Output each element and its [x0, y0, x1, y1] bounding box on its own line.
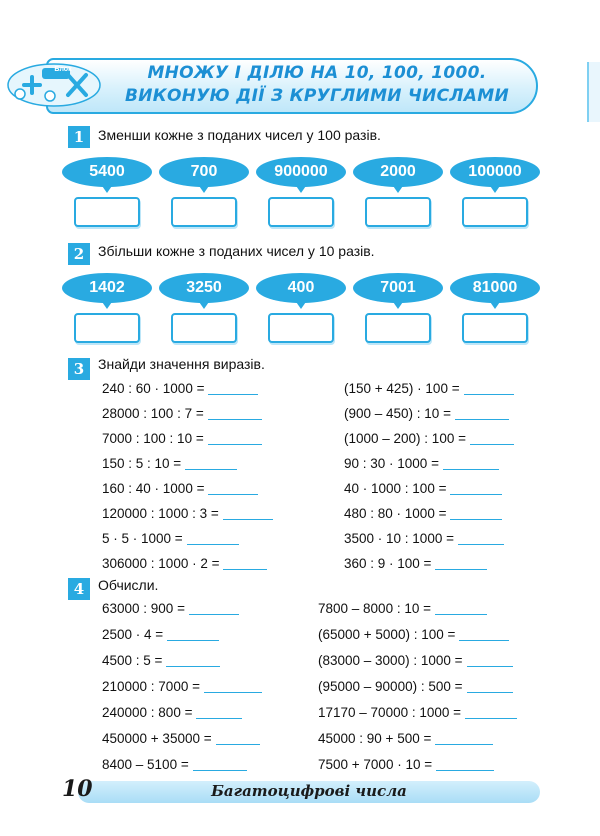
expression — [318, 598, 487, 616]
bubble-tail — [488, 183, 502, 193]
expression-text: 8400 – 5100 = — [102, 757, 189, 772]
expression-text: 7000 : 100 : 10 = — [102, 431, 204, 446]
expression — [102, 378, 258, 396]
answer-line[interactable] — [459, 640, 509, 641]
expression-text: 28000 : 100 : 7 = — [102, 406, 204, 421]
bubble-tail — [294, 183, 308, 193]
answer-line[interactable] — [187, 544, 239, 545]
expression — [344, 428, 514, 446]
next-page-edge — [587, 62, 600, 122]
expression — [102, 676, 262, 694]
task-2-number: 2 — [68, 243, 90, 265]
answer-line[interactable] — [223, 519, 273, 520]
bubble-tail — [197, 183, 211, 193]
expression-text: (83000 – 3000) : 1000 = — [318, 653, 463, 668]
number-bubble: 1402 — [62, 273, 152, 303]
task-4-number: 4 — [68, 578, 90, 600]
task-1-item — [450, 157, 544, 239]
answer-line[interactable] — [458, 544, 504, 545]
topic-banner — [6, 58, 538, 116]
answer-box[interactable] — [365, 313, 431, 343]
task-2-bubbles — [62, 273, 542, 363]
number-bubble: 7001 — [353, 273, 443, 303]
expression-text: 5 · 5 · 1000 = — [102, 531, 183, 546]
expression-text: 240000 : 800 = — [102, 705, 193, 720]
expression — [344, 553, 487, 571]
answer-line[interactable] — [185, 469, 237, 470]
expression-text: 4500 : 5 = — [102, 653, 163, 668]
answer-line[interactable] — [436, 770, 494, 771]
answer-line[interactable] — [467, 692, 513, 693]
task-1-item — [159, 157, 253, 239]
answer-line[interactable] — [193, 770, 247, 771]
page-number: 10 — [62, 776, 93, 802]
task-2-item — [159, 273, 253, 355]
bubble-tail — [488, 299, 502, 309]
expression-text: 210000 : 7000 = — [102, 679, 200, 694]
bubble-tail — [197, 299, 211, 309]
answer-line[interactable] — [167, 640, 219, 641]
answer-line[interactable] — [443, 469, 499, 470]
expression-text: 306000 : 1000 · 2 = — [102, 556, 220, 571]
title-line-1: МНОЖУ І ДІЛЮ НА 10, 100, 1000. — [147, 63, 487, 83]
answer-line[interactable] — [208, 394, 258, 395]
answer-line[interactable] — [470, 444, 514, 445]
expression — [344, 478, 502, 496]
expression — [318, 650, 513, 668]
expression-text: 3500 · 10 : 1000 = — [344, 531, 454, 546]
expression — [102, 503, 273, 521]
expression-text: (65000 + 5000) : 100 = — [318, 627, 456, 642]
task-2-item — [256, 273, 350, 355]
task-1-item — [353, 157, 447, 239]
expression — [318, 676, 513, 694]
task-2-item — [353, 273, 447, 355]
bubble-tail — [391, 183, 405, 193]
expression-text: (900 – 450) : 10 = — [344, 406, 451, 421]
expression — [344, 453, 499, 471]
task-3-instruction: Знайди значення виразів. — [98, 356, 265, 372]
number-bubble: 700 — [159, 157, 249, 187]
expression — [102, 702, 242, 720]
bubble-tail — [294, 299, 308, 309]
answer-line[interactable] — [223, 569, 267, 570]
answer-box[interactable] — [365, 197, 431, 227]
expression-text: 450000 + 35000 = — [102, 731, 212, 746]
task-1-item — [256, 157, 350, 239]
title-line-2: ВИКОНУЮ ДІЇ З КРУГЛИМИ ЧИСЛАМИ — [124, 86, 509, 106]
answer-line[interactable] — [166, 666, 220, 667]
expression — [102, 453, 237, 471]
expression-text: 240 : 60 · 1000 = — [102, 381, 205, 396]
expression-text: (1000 – 200) : 100 = — [344, 431, 466, 446]
page-footer — [60, 778, 544, 806]
expression — [344, 528, 504, 546]
expression — [102, 403, 262, 421]
expression-text: 63000 : 900 = — [102, 601, 185, 616]
answer-line[interactable] — [196, 718, 242, 719]
expression-text: 160 : 40 · 1000 = — [102, 481, 205, 496]
answer-line[interactable] — [216, 744, 260, 745]
number-bubble: 900000 — [256, 157, 346, 187]
answer-box[interactable] — [268, 313, 334, 343]
number-bubble: 5400 — [62, 157, 152, 187]
answer-box[interactable] — [268, 197, 334, 227]
bubble-tail — [100, 183, 114, 193]
task-1-number: 1 — [68, 126, 90, 148]
expression — [344, 378, 514, 396]
expression — [344, 403, 509, 421]
task-2-item — [62, 273, 156, 355]
number-bubble: 2000 — [353, 157, 443, 187]
expression-text: 480 : 80 · 1000 = — [344, 506, 447, 521]
expression-text: 90 : 30 · 1000 = — [344, 456, 439, 471]
answer-line[interactable] — [450, 519, 502, 520]
answer-box[interactable] — [74, 197, 140, 227]
expression-text: (95000 – 90000) : 500 = — [318, 679, 463, 694]
expression — [102, 553, 267, 571]
expression — [102, 624, 219, 642]
page-title — [102, 62, 532, 108]
answer-line[interactable] — [435, 614, 487, 615]
task-4-instruction: Обчисли. — [98, 577, 159, 593]
expression — [102, 428, 262, 446]
number-bubble: 81000 — [450, 273, 540, 303]
answer-line[interactable] — [208, 444, 262, 445]
expression-text: 360 : 9 · 100 = — [344, 556, 432, 571]
section-title: Багатоцифрові числа — [211, 782, 407, 800]
answer-line[interactable] — [464, 394, 514, 395]
number-bubble: 3250 — [159, 273, 249, 303]
expression — [102, 528, 239, 546]
answer-box[interactable] — [171, 197, 237, 227]
answer-box[interactable] — [462, 313, 528, 343]
answer-line[interactable] — [450, 494, 502, 495]
expression-text: 7500 + 7000 · 10 = — [318, 757, 433, 772]
answer-line[interactable] — [435, 569, 487, 570]
answer-line[interactable] — [189, 614, 239, 615]
expression-text: (150 + 425) · 100 = — [344, 381, 460, 396]
expression — [318, 702, 517, 720]
expression-text: 7800 – 8000 : 10 = — [318, 601, 431, 616]
answer-line[interactable] — [467, 666, 513, 667]
answer-line[interactable] — [435, 744, 493, 745]
task-2-item — [450, 273, 544, 355]
banner-logo-text: Блок — [54, 66, 72, 73]
expression — [102, 478, 258, 496]
expression-text: 150 : 5 : 10 = — [102, 456, 182, 471]
expression-text: 17170 – 70000 : 1000 = — [318, 705, 462, 720]
answer-line[interactable] — [204, 692, 262, 693]
task-1-instruction: Зменши кожне з поданих чисел у 100 разів. — [98, 127, 381, 143]
number-bubble: 100000 — [450, 157, 540, 187]
expression — [102, 754, 247, 772]
answer-box[interactable] — [462, 197, 528, 227]
expression — [344, 503, 502, 521]
task-3-number: 3 — [68, 358, 90, 380]
task-1-bubbles — [62, 157, 542, 247]
answer-box[interactable] — [74, 313, 140, 343]
expression — [102, 650, 220, 668]
number-bubble: 400 — [256, 273, 346, 303]
expression-text: 2500 · 4 = — [102, 627, 164, 642]
expression — [318, 754, 494, 772]
expression — [102, 728, 260, 746]
answer-line[interactable] — [465, 718, 517, 719]
bubble-tail — [100, 299, 114, 309]
task-1-item — [62, 157, 156, 239]
expression — [102, 598, 239, 616]
answer-box[interactable] — [171, 313, 237, 343]
answer-line[interactable] — [208, 419, 262, 420]
bubble-tail — [391, 299, 405, 309]
expression — [318, 624, 509, 642]
answer-line[interactable] — [208, 494, 258, 495]
expression-text: 45000 : 90 + 500 = — [318, 731, 432, 746]
answer-line[interactable] — [455, 419, 509, 420]
expression-text: 120000 : 1000 : 3 = — [102, 506, 219, 521]
expression-text: 40 · 1000 : 100 = — [344, 481, 447, 496]
expression — [318, 728, 493, 746]
task-2-instruction: Збільши кожне з поданих чисел у 10 разів. — [98, 243, 375, 259]
